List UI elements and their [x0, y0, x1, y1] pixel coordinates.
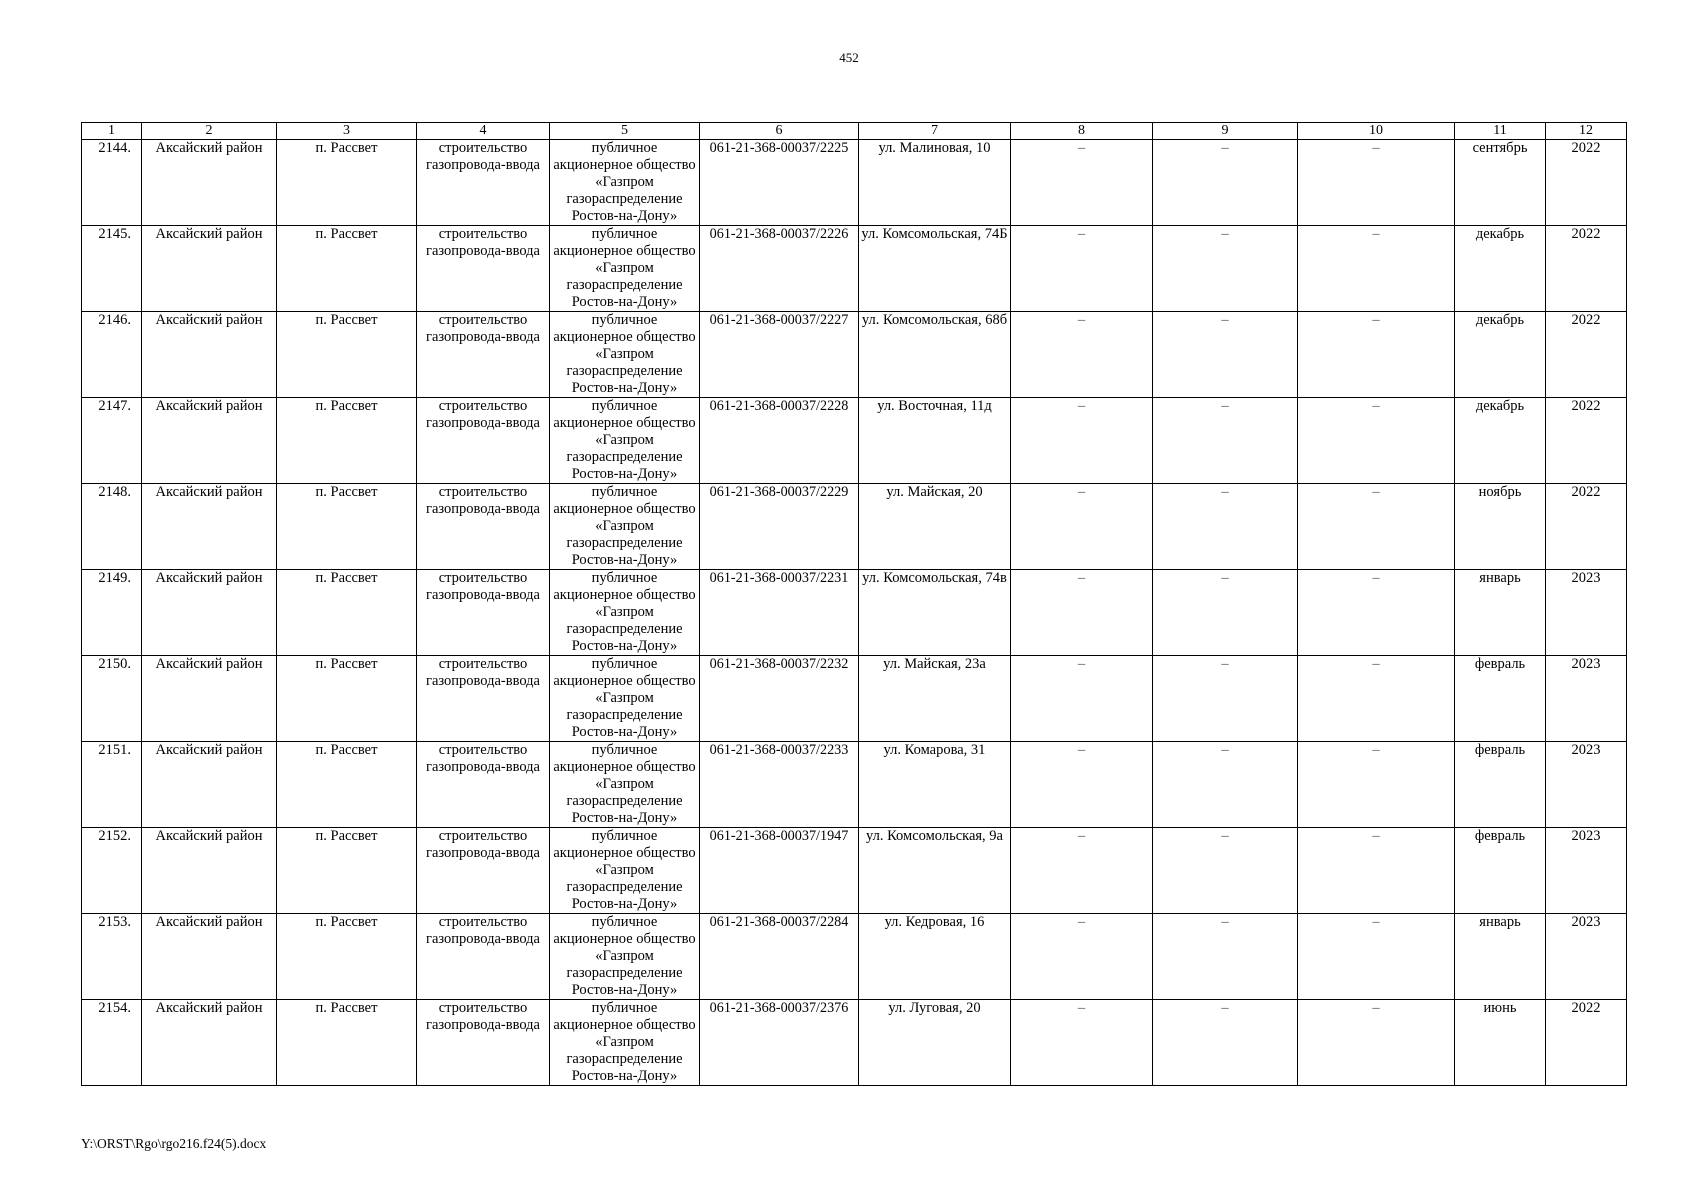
year-cell: 2022 — [1546, 1000, 1627, 1086]
col10-cell: – — [1298, 1000, 1455, 1086]
month-cell: февраль — [1455, 656, 1546, 742]
year-cell: 2023 — [1546, 742, 1627, 828]
column-header: 1 — [82, 123, 142, 140]
col8-cell: – — [1011, 570, 1153, 656]
page-number: 452 — [839, 50, 859, 65]
settlement-cell: п. Рассвет — [277, 140, 417, 226]
table-row — [82, 484, 1627, 570]
col10-cell: – — [1298, 656, 1455, 742]
year-cell: 2023 — [1546, 570, 1627, 656]
col9-cell: – — [1153, 742, 1298, 828]
month-cell: ноябрь — [1455, 484, 1546, 570]
col10-cell: – — [1298, 398, 1455, 484]
organization-cell: публичное акционерное общество «Газпром газораспределение Ростов-на-Дону» — [550, 484, 700, 570]
row-number-cell: 2154. — [82, 1000, 142, 1086]
settlement-cell: п. Рассвет — [277, 570, 417, 656]
table-row — [82, 226, 1627, 312]
table-row — [82, 656, 1627, 742]
table-row — [82, 140, 1627, 226]
month-cell: декабрь — [1455, 312, 1546, 398]
column-header: 6 — [700, 123, 859, 140]
year-cell: 2022 — [1546, 312, 1627, 398]
table-row — [82, 742, 1627, 828]
district-cell: Аксайский район — [142, 398, 277, 484]
work-type-cell: строительство газопровода-ввода — [417, 828, 550, 914]
district-cell: Аксайский район — [142, 914, 277, 1000]
work-type-cell: строительство газопровода-ввода — [417, 570, 550, 656]
organization-cell: публичное акционерное общество «Газпром газораспределение Ростов-на-Дону» — [550, 914, 700, 1000]
year-cell: 2023 — [1546, 914, 1627, 1000]
registry-code-cell: 061-21-368-00037/2228 — [700, 398, 859, 484]
work-type-cell: строительство газопровода-ввода — [417, 1000, 550, 1086]
col9-cell: – — [1153, 140, 1298, 226]
column-header: 9 — [1153, 123, 1298, 140]
organization-cell: публичное акционерное общество «Газпром газораспределение Ростов-на-Дону» — [550, 570, 700, 656]
column-header: 3 — [277, 123, 417, 140]
work-type-cell: строительство газопровода-ввода — [417, 656, 550, 742]
col10-cell: – — [1298, 914, 1455, 1000]
footer-file-path: Y:\ORST\Rgo\rgo216.f24(5).docx — [81, 1136, 267, 1151]
organization-cell: публичное акционерное общество «Газпром газораспределение Ростов-на-Дону» — [550, 742, 700, 828]
settlement-cell: п. Рассвет — [277, 1000, 417, 1086]
district-cell: Аксайский район — [142, 656, 277, 742]
col8-cell: – — [1011, 312, 1153, 398]
work-type-cell: строительство газопровода-ввода — [417, 140, 550, 226]
month-cell: февраль — [1455, 828, 1546, 914]
registry-code-cell: 061-21-368-00037/2376 — [700, 1000, 859, 1086]
year-cell: 2022 — [1546, 140, 1627, 226]
col8-cell: – — [1011, 226, 1153, 312]
column-number-row — [82, 123, 1627, 140]
organization-cell: публичное акционерное общество «Газпром газораспределение Ростов-на-Дону» — [550, 398, 700, 484]
registry-code-cell: 061-21-368-00037/1947 — [700, 828, 859, 914]
settlement-cell: п. Рассвет — [277, 656, 417, 742]
col10-cell: – — [1298, 828, 1455, 914]
row-number-cell: 2148. — [82, 484, 142, 570]
district-cell: Аксайский район — [142, 1000, 277, 1086]
col9-cell: – — [1153, 398, 1298, 484]
column-header: 8 — [1011, 123, 1153, 140]
col10-cell: – — [1298, 226, 1455, 312]
table-row — [82, 828, 1627, 914]
col9-cell: – — [1153, 484, 1298, 570]
registry-code-cell: 061-21-368-00037/2229 — [700, 484, 859, 570]
column-header: 7 — [859, 123, 1011, 140]
month-cell: сентябрь — [1455, 140, 1546, 226]
col10-cell: – — [1298, 140, 1455, 226]
year-cell: 2022 — [1546, 484, 1627, 570]
year-cell: 2023 — [1546, 656, 1627, 742]
registry-table — [81, 122, 1627, 1086]
registry-code-cell: 061-21-368-00037/2226 — [700, 226, 859, 312]
col8-cell: – — [1011, 828, 1153, 914]
organization-cell: публичное акционерное общество «Газпром газораспределение Ростов-на-Дону» — [550, 828, 700, 914]
column-header: 2 — [142, 123, 277, 140]
work-type-cell: строительство газопровода-ввода — [417, 226, 550, 312]
year-cell: 2023 — [1546, 828, 1627, 914]
address-cell: ул. Кедровая, 16 — [859, 914, 1011, 1000]
table-row — [82, 398, 1627, 484]
col8-cell: – — [1011, 656, 1153, 742]
col9-cell: – — [1153, 226, 1298, 312]
registry-code-cell: 061-21-368-00037/2232 — [700, 656, 859, 742]
col10-cell: – — [1298, 742, 1455, 828]
month-cell: июнь — [1455, 1000, 1546, 1086]
col8-cell: – — [1011, 742, 1153, 828]
col9-cell: – — [1153, 312, 1298, 398]
row-number-cell: 2149. — [82, 570, 142, 656]
district-cell: Аксайский район — [142, 484, 277, 570]
work-type-cell: строительство газопровода-ввода — [417, 484, 550, 570]
col8-cell: – — [1011, 398, 1153, 484]
address-cell: ул. Комсомольская, 9а — [859, 828, 1011, 914]
month-cell: январь — [1455, 570, 1546, 656]
registry-code-cell: 061-21-368-00037/2284 — [700, 914, 859, 1000]
year-cell: 2022 — [1546, 398, 1627, 484]
row-number-cell: 2151. — [82, 742, 142, 828]
month-cell: февраль — [1455, 742, 1546, 828]
month-cell: январь — [1455, 914, 1546, 1000]
settlement-cell: п. Рассвет — [277, 828, 417, 914]
col9-cell: – — [1153, 914, 1298, 1000]
month-cell: декабрь — [1455, 226, 1546, 312]
address-cell: ул. Луговая, 20 — [859, 1000, 1011, 1086]
col9-cell: – — [1153, 570, 1298, 656]
column-header: 10 — [1298, 123, 1455, 140]
address-cell: ул. Малиновая, 10 — [859, 140, 1011, 226]
settlement-cell: п. Рассвет — [277, 484, 417, 570]
row-number-cell: 2153. — [82, 914, 142, 1000]
col9-cell: – — [1153, 828, 1298, 914]
table-row — [82, 570, 1627, 656]
col8-cell: – — [1011, 1000, 1153, 1086]
settlement-cell: п. Рассвет — [277, 312, 417, 398]
row-number-cell: 2152. — [82, 828, 142, 914]
month-cell: декабрь — [1455, 398, 1546, 484]
row-number-cell: 2146. — [82, 312, 142, 398]
col8-cell: – — [1011, 484, 1153, 570]
district-cell: Аксайский район — [142, 140, 277, 226]
col10-cell: – — [1298, 570, 1455, 656]
district-cell: Аксайский район — [142, 742, 277, 828]
year-cell: 2022 — [1546, 226, 1627, 312]
column-header: 11 — [1455, 123, 1546, 140]
address-cell: ул. Комарова, 31 — [859, 742, 1011, 828]
col9-cell: – — [1153, 1000, 1298, 1086]
settlement-cell: п. Рассвет — [277, 226, 417, 312]
col8-cell: – — [1011, 914, 1153, 1000]
address-cell: ул. Майская, 20 — [859, 484, 1011, 570]
organization-cell: публичное акционерное общество «Газпром газораспределение Ростов-на-Дону» — [550, 226, 700, 312]
organization-cell: публичное акционерное общество «Газпром газораспределение Ростов-на-Дону» — [550, 1000, 700, 1086]
col10-cell: – — [1298, 484, 1455, 570]
table-row — [82, 312, 1627, 398]
address-cell: ул. Майская, 23а — [859, 656, 1011, 742]
column-header: 4 — [417, 123, 550, 140]
table-row — [82, 914, 1627, 1000]
column-header: 12 — [1546, 123, 1627, 140]
work-type-cell: строительство газопровода-ввода — [417, 398, 550, 484]
address-cell: ул. Восточная, 11д — [859, 398, 1011, 484]
organization-cell: публичное акционерное общество «Газпром газораспределение Ростов-на-Дону» — [550, 312, 700, 398]
col8-cell: – — [1011, 140, 1153, 226]
row-number-cell: 2150. — [82, 656, 142, 742]
address-cell: ул. Комсомольская, 68б — [859, 312, 1011, 398]
district-cell: Аксайский район — [142, 828, 277, 914]
col9-cell: – — [1153, 656, 1298, 742]
work-type-cell: строительство газопровода-ввода — [417, 742, 550, 828]
row-number-cell: 2145. — [82, 226, 142, 312]
column-header: 5 — [550, 123, 700, 140]
settlement-cell: п. Рассвет — [277, 914, 417, 1000]
registry-code-cell: 061-21-368-00037/2231 — [700, 570, 859, 656]
row-number-cell: 2144. — [82, 140, 142, 226]
settlement-cell: п. Рассвет — [277, 398, 417, 484]
district-cell: Аксайский район — [142, 570, 277, 656]
address-cell: ул. Комсомольская, 74Б — [859, 226, 1011, 312]
district-cell: Аксайский район — [142, 312, 277, 398]
district-cell: Аксайский район — [142, 226, 277, 312]
registry-code-cell: 061-21-368-00037/2227 — [700, 312, 859, 398]
registry-code-cell: 061-21-368-00037/2225 — [700, 140, 859, 226]
col10-cell: – — [1298, 312, 1455, 398]
work-type-cell: строительство газопровода-ввода — [417, 914, 550, 1000]
settlement-cell: п. Рассвет — [277, 742, 417, 828]
table-body — [82, 140, 1627, 1086]
registry-code-cell: 061-21-368-00037/2233 — [700, 742, 859, 828]
work-type-cell: строительство газопровода-ввода — [417, 312, 550, 398]
address-cell: ул. Комсомольская, 74в — [859, 570, 1011, 656]
organization-cell: публичное акционерное общество «Газпром газораспределение Ростов-на-Дону» — [550, 140, 700, 226]
organization-cell: публичное акционерное общество «Газпром газораспределение Ростов-на-Дону» — [550, 656, 700, 742]
table-row — [82, 1000, 1627, 1086]
row-number-cell: 2147. — [82, 398, 142, 484]
